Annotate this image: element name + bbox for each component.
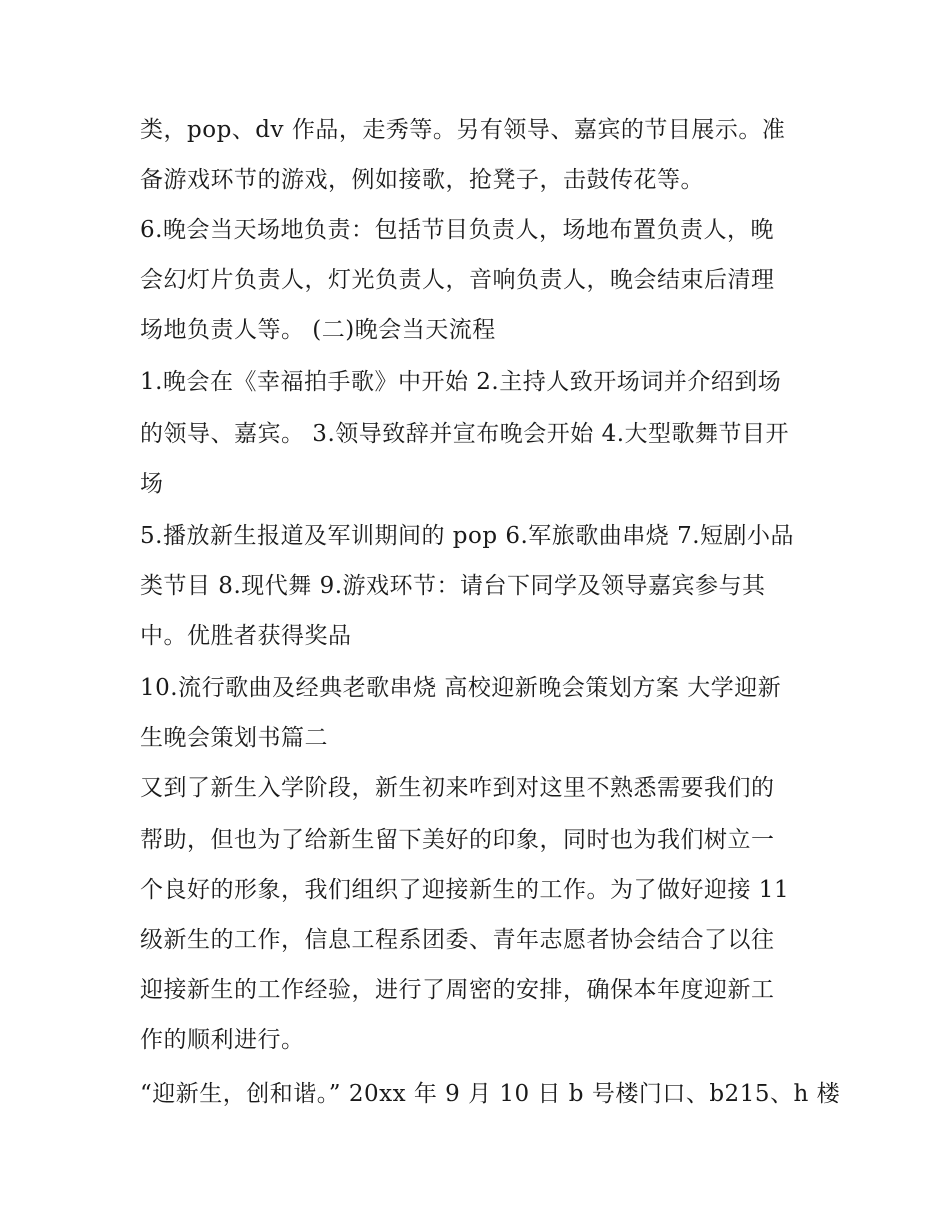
text-line: 类，pop、dv 作品，走秀等。另有领导、嘉宾的节目展示。准 bbox=[140, 117, 786, 143]
text-line: 10.流行歌曲及经典老歌串烧 高校迎新晚会策划方案 大学迎新 bbox=[140, 675, 782, 701]
text-line: 1.晚会在《幸福拍手歌》中开始 2.主持人致开场词并介绍到场 bbox=[140, 369, 782, 395]
text-line: 迎接新生的工作经验，进行了周密的安排，确保本年度迎新工 bbox=[140, 977, 775, 1003]
text-line: 6.晚会当天场地负责：包括节目负责人，场地布置负责人，晚 bbox=[140, 217, 774, 243]
text-line: 作的顺利进行。 bbox=[140, 1027, 305, 1053]
text-line: 中。优胜者获得奖品 bbox=[140, 623, 352, 649]
text-line: 场 bbox=[140, 471, 164, 497]
text-line: “迎新生，创和谐。” 20xx 年 9 月 10 日 b 号楼门口、b215、h 楼 bbox=[140, 1081, 841, 1107]
text-line: 生晚会策划书篇二 bbox=[140, 725, 328, 751]
text-line: 又到了新生入学阶段，新生初来咋到对这里不熟悉需要我们的 bbox=[140, 775, 775, 801]
text-line: 的领导、嘉宾。 3.领导致辞并宣布晚会开始 4.大型歌舞节目开 bbox=[140, 421, 790, 447]
text-line: 类节目 8.现代舞 9.游戏环节：请台下同学及领导嘉宾参与其 bbox=[140, 573, 766, 599]
text-line: 个良好的形象，我们组织了迎接新生的工作。为了做好迎接 11 bbox=[140, 877, 790, 903]
text-line: 场地负责人等。 (二)晚会当天流程 bbox=[140, 317, 496, 343]
text-line: 5.播放新生报道及军训期间的 pop 6.军旅歌曲串烧 7.短剧小品 bbox=[140, 523, 795, 549]
text-line: 帮助，但也为了给新生留下美好的印象，同时也为我们树立一 bbox=[140, 827, 775, 853]
text-line: 会幻灯片负责人，灯光负责人，音响负责人，晚会结束后清理 bbox=[140, 267, 775, 293]
text-line: 备游戏环节的游戏，例如接歌，抢凳子，击鼓传花等。 bbox=[140, 167, 704, 193]
text-line: 级新生的工作，信息工程系团委、青年志愿者协会结合了以往 bbox=[140, 927, 775, 953]
